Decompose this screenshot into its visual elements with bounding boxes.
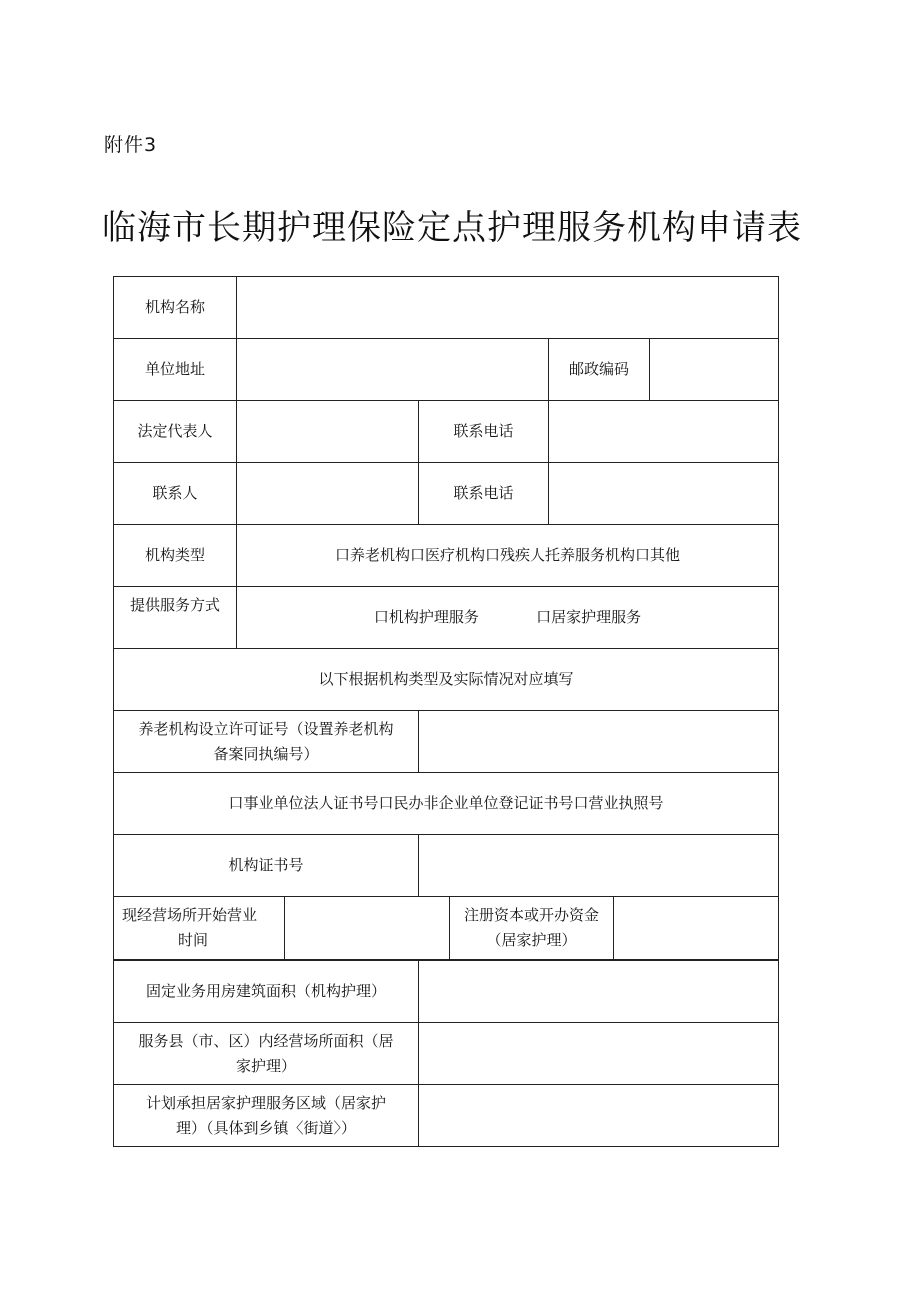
application-form-table: [113, 276, 779, 1147]
building-area-field[interactable]: [418, 960, 779, 1023]
building-area-label: 固定业务用房建筑面积（机构护理）: [113, 960, 419, 1023]
instruction-row: 以下根据机构类型及实际情况对应填写: [113, 648, 779, 711]
service-mode-options[interactable]: 口机构护理服务 口居家护理服务: [236, 586, 779, 649]
org-name-field[interactable]: [236, 276, 779, 339]
phone-label-1: 联系电话: [418, 400, 549, 463]
postcode-field[interactable]: [649, 338, 779, 401]
contact-label: 联系人: [113, 462, 237, 525]
cert-no-label: 机构证书号: [113, 834, 419, 897]
service-mode-label: 提供服务方式: [113, 586, 237, 649]
legal-rep-field[interactable]: [236, 400, 419, 463]
capital-field[interactable]: [613, 896, 779, 960]
phone-field-1[interactable]: [548, 400, 779, 463]
postcode-label: 邮政编码: [548, 338, 650, 401]
contact-field[interactable]: [236, 462, 419, 525]
open-time-label: 现经营场所开始营业 时间: [113, 896, 285, 960]
open-time-field[interactable]: [284, 896, 450, 960]
org-name-label: 机构名称: [113, 276, 237, 339]
county-area-field[interactable]: [418, 1022, 779, 1085]
cert-type-options[interactable]: 口事业单位法人证书号口民办非企业单位登记证书号口营业执照号: [113, 772, 779, 835]
capital-label: 注册资本或开办资金 （居家护理）: [449, 896, 614, 960]
county-area-label: 服务县（市、区）内经营场所面积（居 家护理）: [113, 1022, 419, 1085]
elderly-license-field[interactable]: [418, 710, 779, 773]
page-title: 临海市长期护理保险定点护理服务机构申请表: [102, 208, 802, 248]
attachment-label: 附件3: [104, 134, 158, 156]
service-region-label: 计划承担居家护理服务区域（居家护 理）（具体到乡镇〈街道〉）: [113, 1084, 419, 1147]
org-type-options[interactable]: 口养老机构口医疗机构口残疾人托养服务机构口其他: [236, 524, 779, 587]
address-label: 单位地址: [113, 338, 237, 401]
phone-label-2: 联系电话: [418, 462, 549, 525]
address-field[interactable]: [236, 338, 549, 401]
phone-field-2[interactable]: [548, 462, 779, 525]
org-type-label: 机构类型: [113, 524, 237, 587]
service-region-field[interactable]: [418, 1084, 779, 1147]
elderly-license-label: 养老机构设立许可证号（设置养老机构 备案同执编号）: [113, 710, 419, 773]
cert-no-field[interactable]: [418, 834, 779, 897]
legal-rep-label: 法定代表人: [113, 400, 237, 463]
